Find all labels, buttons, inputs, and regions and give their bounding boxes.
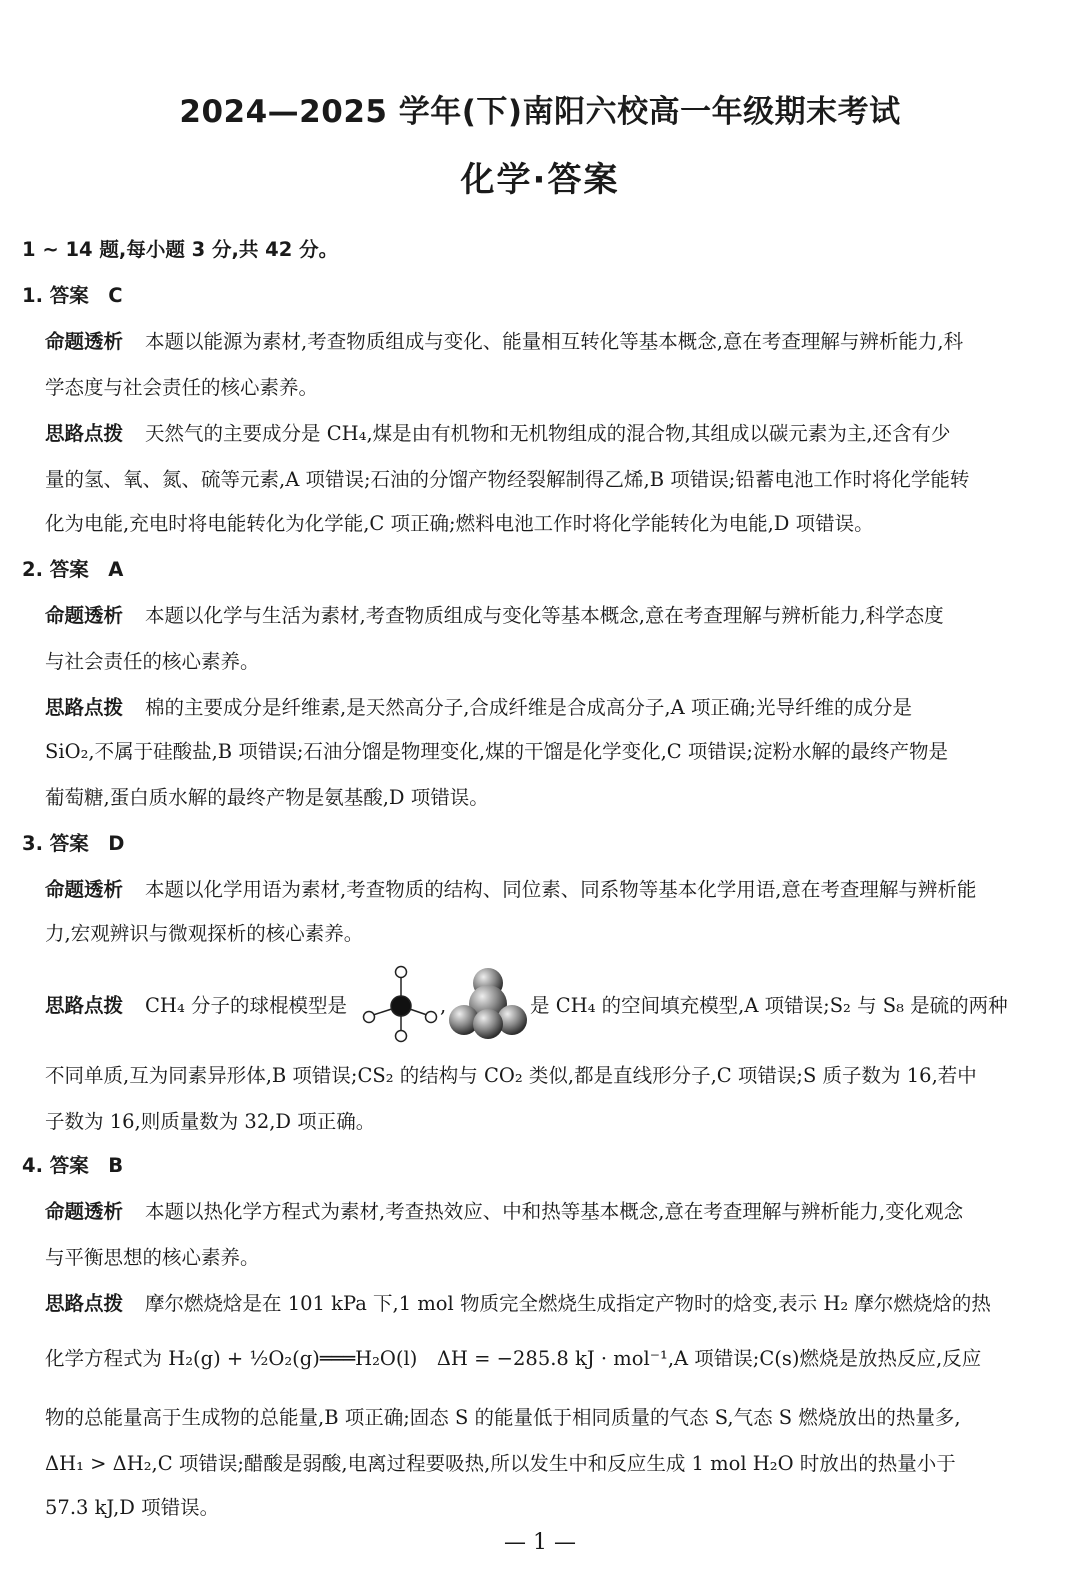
q2-analysis-line bbox=[45, 602, 944, 630]
hint-label: 思路点拨 bbox=[45, 994, 124, 1017]
hint-label: 思路点拨 bbox=[45, 696, 124, 719]
q3-answer: 3. 答案 D bbox=[22, 832, 125, 855]
q1-hint-text: 天然气的主要成分是 CH₄,煤是由有机物和无机物组成的混合物,其组成以碳元素为主,还含有少 bbox=[145, 422, 951, 445]
ch4-space-filling-model-icon bbox=[448, 966, 530, 1040]
q2-hint-line bbox=[45, 694, 912, 722]
page-title: 2024—2025 学年(下)南阳六校高一年级期末考试 bbox=[179, 94, 901, 130]
q2-answer: 2. 答案 A bbox=[22, 558, 124, 581]
q1-analysis-cont: 学态度与社会责任的核心素养。 bbox=[45, 376, 319, 399]
q3-analysis-text: 本题以化学用语为素材,考查物质的结构、同位素、同系物等基本化学用语,意在考查理解与辨析能 bbox=[145, 878, 977, 901]
q4-hint-cont-2: ΔH₁ > ΔH₂,C 项错误;醋酸是弱酸,电离过程要吸热,所以发生中和反应生成 1 mol H₂O 时放出的热量小于 bbox=[45, 1452, 956, 1475]
hint-label: 思路点拨 bbox=[45, 1292, 124, 1315]
q4-hint-line bbox=[45, 1290, 991, 1318]
q2-analysis-text: 本题以化学与生活为素材,考查物质组成与变化等基本概念,意在考查理解与辨析能力,科学态度 bbox=[145, 604, 944, 627]
q2-hint-cont-2: 葡萄糖,蛋白质水解的最终产物是氨基酸,D 项错误。 bbox=[45, 786, 489, 809]
q1-answer: 1. 答案 C bbox=[22, 284, 123, 307]
page-subtitle: 化学·答案 bbox=[460, 160, 620, 200]
q3-hint-cont-2: 子数为 16,则质量数为 32,D 项正确。 bbox=[45, 1110, 376, 1133]
analysis-label: 命题透析 bbox=[45, 604, 124, 627]
q3-hint-text-c: 是 CH₄ 的空间填充模型,A 项错误;S₂ 与 S₈ 是硫的两种 bbox=[530, 994, 1008, 1017]
section-intro: 1 ~ 14 题,每小题 3 分,共 42 分。 bbox=[22, 238, 339, 261]
q2-hint-cont-1: SiO₂,不属于硅酸盐,B 项错误;石油分馏是物理变化,煤的干馏是化学变化,C 项错误;淀粉水解的最终产物是 bbox=[45, 740, 948, 763]
q3-analysis-cont: 力,宏观辨识与微观探析的核心素养。 bbox=[45, 922, 364, 945]
q1-analysis-text: 本题以能源为素材,考查物质组成与变化、能量相互转化等基本概念,意在考查理解与辨析能力,科 bbox=[145, 330, 964, 353]
hint-label: 思路点拨 bbox=[45, 422, 124, 445]
analysis-label: 命题透析 bbox=[45, 1200, 124, 1223]
q3-analysis-line bbox=[45, 876, 976, 904]
q3-hint-cont-1: 不同单质,互为同素异形体,B 项错误;CS₂ 的结构与 CO₂ 类似,都是直线形分子,C 项错误;S 质子数为 16,若中 bbox=[45, 1064, 977, 1087]
q4-analysis-cont: 与平衡思想的核心素养。 bbox=[45, 1246, 260, 1269]
analysis-label: 命题透析 bbox=[45, 330, 124, 353]
q1-hint-line bbox=[45, 420, 951, 448]
q4-hint-equation: 化学方程式为 H₂(g) + ½O₂(g)═══H₂O(l) ΔH = −285.8 kJ · mol⁻¹,A 项错误;C(s)燃烧是放热反应,反应 bbox=[45, 1347, 982, 1370]
q4-hint-cont-1: 物的总能量高于生成物的总能量,B 项正确;固态 S 的能量低于相同质量的气态 S,气态 S 燃烧放出的热量多, bbox=[45, 1406, 961, 1429]
q4-answer: 4. 答案 B bbox=[22, 1154, 124, 1177]
analysis-label: 命题透析 bbox=[45, 878, 124, 901]
q1-hint-cont-1: 量的氢、氧、氮、硫等元素,A 项错误;石油的分馏产物经裂解制得乙烯,B 项错误;铅蓄电池工作时将化学能转 bbox=[45, 468, 970, 491]
q4-hint-cont-3: 57.3 kJ,D 项错误。 bbox=[45, 1496, 220, 1519]
q2-hint-text: 棉的主要成分是纤维素,是天然高分子,合成纤维是合成高分子,A 项正确;光导纤维的成分是 bbox=[145, 696, 912, 719]
ch4-ball-stick-model-icon bbox=[360, 964, 442, 1044]
page-number: — 1 — bbox=[504, 1530, 576, 1555]
q4-analysis-text: 本题以热化学方程式为素材,考查热效应、中和热等基本概念,意在考查理解与辨析能力,变化观念 bbox=[145, 1200, 964, 1223]
q3-hint-comma: , bbox=[440, 994, 447, 1017]
q4-hint-text: 摩尔燃烧焓是在 101 kPa 下,1 mol 物质完全燃烧生成指定产物时的焓变,表示 H₂ 摩尔燃烧焓的热 bbox=[145, 1292, 991, 1315]
q1-analysis-line bbox=[45, 328, 963, 356]
q3-hint-text-a: CH₄ 分子的球棍模型是 bbox=[145, 994, 347, 1017]
q2-analysis-cont: 与社会责任的核心素养。 bbox=[45, 650, 260, 673]
q4-analysis-line bbox=[45, 1198, 963, 1226]
q1-hint-cont-2: 化为电能,充电时将电能转化为化学能,C 项正确;燃料电池工作时将化学能转化为电能,D 项错误。 bbox=[45, 512, 874, 535]
q3-hint-line bbox=[45, 992, 347, 1020]
